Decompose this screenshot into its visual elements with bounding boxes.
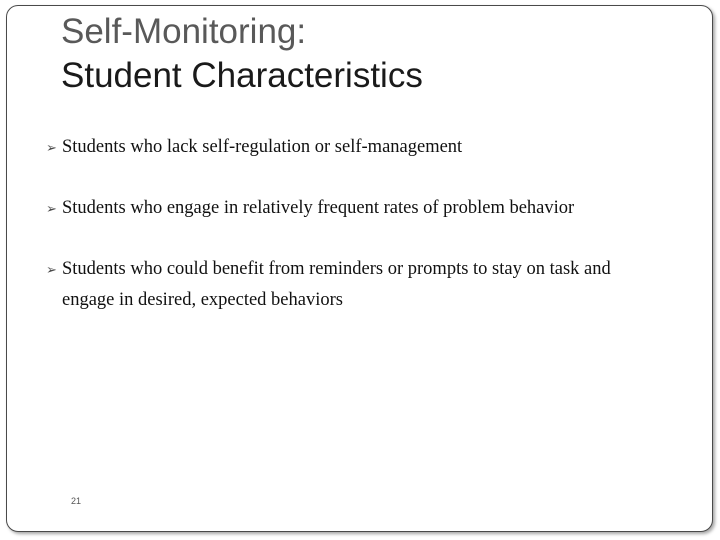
bullet-arrow-icon: ➢ xyxy=(46,140,57,155)
slide-title-line-2: Student Characteristics xyxy=(61,56,423,95)
bullet-item xyxy=(46,132,656,163)
bullet-item xyxy=(46,193,656,224)
bullet-text: Students who could benefit from reminders or prompts to stay on task and engage in desired, expected behaviors xyxy=(62,259,611,310)
slide-title-line-1: Self-Monitoring: xyxy=(61,12,307,51)
bullet-list xyxy=(46,132,656,346)
bullet-arrow-icon: ➢ xyxy=(46,201,57,216)
bullet-text: Students who lack self-regulation or self-management xyxy=(62,137,463,157)
slide-title xyxy=(61,10,423,98)
slide-number: 21 xyxy=(71,496,82,506)
bullet-text: Students who engage in relatively frequent rates of problem behavior xyxy=(62,198,575,218)
bullet-arrow-icon: ➢ xyxy=(46,262,57,277)
bullet-item xyxy=(46,254,656,316)
